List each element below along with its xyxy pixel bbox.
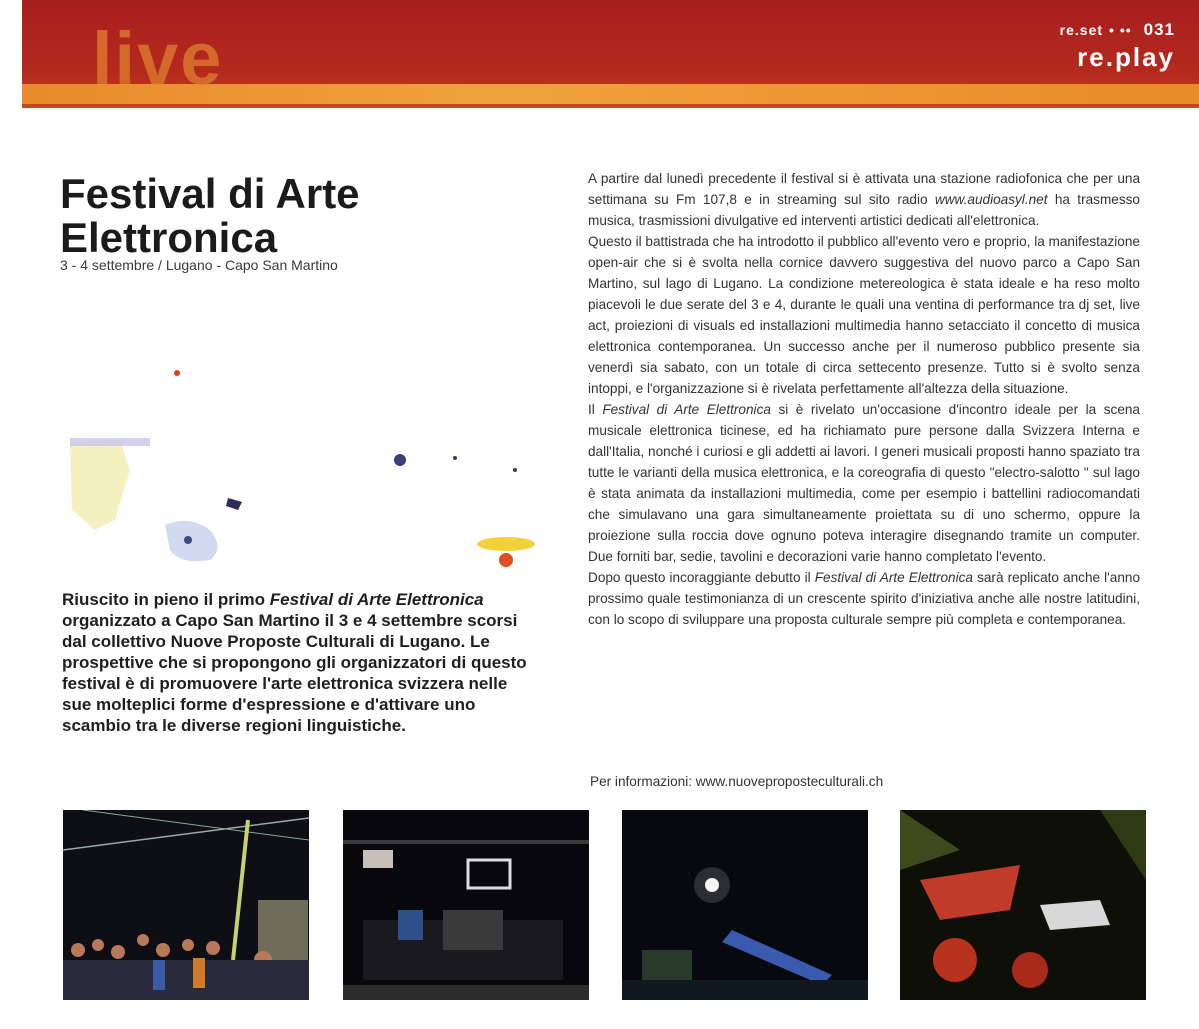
body-text: sarà replicato anche l'anno prossimo quale testimonianza di un crescente spirito d'iniziativa anche alle nostre latitudini, con lo scopo di sviluppare una proposta culturale sempre più completa e contemporanea. [588,570,1141,627]
scene-art-graphic [60,300,550,575]
issue-info [1060,20,1175,73]
body-paragraph-4 [588,567,1140,630]
body-paragraph-2: Questo il battistrada che ha introdotto il pubblico all'evento vero e proprio, la manifestazione open-air che si è svolta nella cornice davvero suggestiva del nuovo parco a Capo San Martino, sul lago di Lugano. La condizione metereologica è stata ideale e ha reso molto piacevoli le due serate del 3 e 4, durante le quali una ventina di performance tra dj set, live act, proiezioni di visuals ed installazioni multimedia hanno setacciato il concetto di musica elettronica contemporanea. Un successo anche per il numeroso pubblico presente sia venerdì sia sabato, con un totale di circa settecento presenze. Tutto si è svolto senza intoppi, e l'organizzazione si è rivelata perfettamente all'altezza della situazione. [588,234,1140,396]
page-number: 031 [1143,20,1175,39]
body-text: ha trasmesso musica, trasmissioni divulgative ed interventi artistici dedicati all'elettronica. [588,192,1140,228]
sub-brand: re.play [1077,42,1175,72]
header-banner [0,0,1199,108]
body-text: A partire dal lunedì precedente il festival si è attivata una stazione radiofonica che per una settimana su Fm 107,8 e in streaming sul sito radio [588,171,1140,207]
photo-night-graphic [622,810,868,1000]
photo-stage-graphic [343,810,589,1000]
article-body [588,168,1140,630]
photo-red-installation [900,810,1146,1000]
issue-dots: • •• [1109,22,1132,38]
decorative-scene-art [60,300,550,575]
section-title: live [92,17,224,100]
body-text: Il [588,402,603,417]
info-line: Per informazioni: www.nuoveproposteculturali.ch [590,774,884,789]
body-text: Dopo questo incoraggiante debutto il [588,570,815,585]
body-paragraph-1 [588,168,1140,231]
article-subtitle: 3 - 4 settembre / Lugano - Capo San Martino [60,257,338,273]
issue-line [1060,20,1175,40]
banner-margin [0,0,22,108]
festival-name: Festival di Arte Elettronica [814,570,973,585]
radio-url: www.audioasyl.net [934,192,1048,207]
photo-night-installation [622,810,868,1000]
issue-label: re.set [1059,22,1104,38]
lead-text-2: organizzato a Capo San Martino il 3 e 4 settembre scorsi dal collettivo Nuove Proposte Culturali di Lugano. Le prospettive che si propongono gli organizzatori di questo festival è di promuovere l'arte elettronica svizzera nelle sue molteplici forme d'espressione e d'attivare uno scambio tra le diverse regioni linguistiche. [62,611,527,735]
article-title: Festival di Arte Elettronica [60,170,360,261]
article-lead [62,589,540,736]
lead-festival-name: Festival di Arte Elettronica [269,590,484,609]
lead-text-1: Riuscito in pieno il primo [62,590,270,609]
photo-crowd-graphic [63,810,309,1000]
festival-name: Festival di Arte Elettronica [602,402,771,417]
body-text: si è rivelato un'occasione d'incontro ideale per la scena musicale elettronica ticinese, ed ha richiamato pure persone dalla Svizzera Interna e dall'Italia, nonché i curiosi e gli addetti ai lavori. I generi musicali proposti hanno spaziato tra tutte le varianti della musica elettronica, e la coreografia di questo "electro-salotto " sul lago è stata animata da installazioni multimedia, come per esempio i battellini radiocomandati che simulavano una gara simultaneamente proiettata su di uno schermo, oppure la proiezione sulla roccia dove ognuno poteva interagire disegnando tramite un computer. Due forniti bar, sedie, tavolini e decorazioni varie hanno completato l'evento. [588,402,1140,564]
photo-red-graphic [900,810,1146,1000]
body-paragraph-3 [588,399,1140,567]
photo-stage [343,810,589,1000]
photo-crowd [63,810,309,1000]
